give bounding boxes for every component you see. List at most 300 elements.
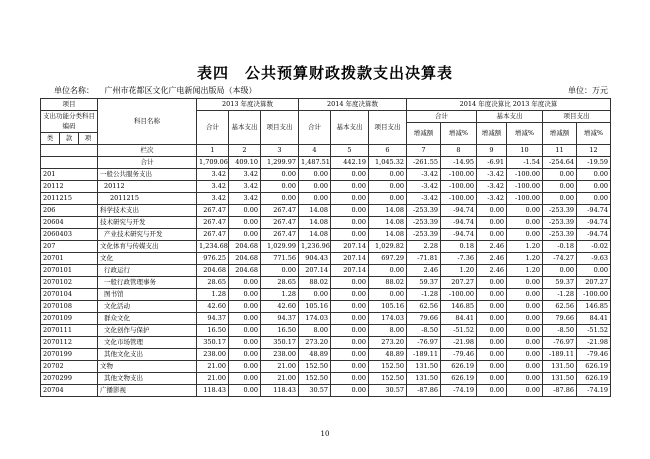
row-value: 8.00 bbox=[299, 324, 331, 336]
row-value: 697.29 bbox=[369, 252, 407, 264]
row-value: 350.17 bbox=[197, 336, 229, 348]
row-value: 0.00 bbox=[229, 348, 261, 360]
row-value: -253.39 bbox=[543, 216, 577, 228]
row-value: -1.28 bbox=[543, 288, 577, 300]
column-number: 2 bbox=[229, 144, 261, 156]
row-value: 0.18 bbox=[441, 240, 477, 252]
table-row bbox=[41, 300, 611, 312]
row-value: 0.00 bbox=[507, 204, 543, 216]
row-value: 21.00 bbox=[261, 372, 299, 384]
row-code: 2070111 bbox=[41, 324, 98, 336]
row-value: 409.10 bbox=[229, 156, 261, 168]
row-value: 207.14 bbox=[331, 252, 369, 264]
row-value: 0.00 bbox=[331, 384, 369, 396]
row-value: -87.86 bbox=[407, 384, 441, 396]
row-value: -51.52 bbox=[577, 324, 611, 336]
column-number-row bbox=[41, 144, 611, 156]
row-code: 2060403 bbox=[41, 228, 98, 240]
row-value: 30.57 bbox=[369, 384, 407, 396]
table-row bbox=[41, 240, 611, 252]
row-value: 42.60 bbox=[197, 300, 229, 312]
header-cmp-basic: 基本支出 bbox=[477, 111, 543, 123]
table-row bbox=[41, 156, 611, 168]
table-row bbox=[41, 288, 611, 300]
row-value: 118.43 bbox=[261, 384, 299, 396]
row-value: 1.20 bbox=[507, 264, 543, 276]
row-value: 1,234.68 bbox=[197, 240, 229, 252]
unit-info bbox=[54, 85, 265, 96]
row-value: 267.47 bbox=[261, 228, 299, 240]
row-subject-name: 文化体育与传媒支出 bbox=[98, 240, 197, 252]
header-cmp-total: 合计 bbox=[407, 111, 477, 123]
row-value: 0.00 bbox=[331, 288, 369, 300]
row-code: 2070102 bbox=[41, 276, 98, 288]
header-2014-basic: 基本支出 bbox=[331, 111, 369, 145]
header-xiang: 项 bbox=[79, 132, 98, 144]
row-value: -74.27 bbox=[543, 252, 577, 264]
row-code: 2070112 bbox=[41, 336, 98, 348]
row-value: -79.46 bbox=[577, 348, 611, 360]
row-code: 20704 bbox=[41, 384, 98, 396]
table-row bbox=[41, 312, 611, 324]
row-value: 204.68 bbox=[229, 240, 261, 252]
row-value: 14.08 bbox=[369, 228, 407, 240]
row-value: 152.50 bbox=[299, 360, 331, 372]
table-row bbox=[41, 180, 611, 192]
row-value: 0.00 bbox=[331, 192, 369, 204]
row-value: 0.00 bbox=[331, 228, 369, 240]
row-value: 0.00 bbox=[507, 216, 543, 228]
row-value: -87.86 bbox=[543, 384, 577, 396]
row-value: 62.56 bbox=[543, 300, 577, 312]
row-value: -189.11 bbox=[407, 348, 441, 360]
table-row bbox=[41, 384, 611, 396]
header-2013-basic: 基本支出 bbox=[229, 111, 261, 145]
row-subject-name: 2011215 bbox=[98, 192, 197, 204]
row-value: 0.00 bbox=[507, 324, 543, 336]
row-value: 976.25 bbox=[197, 252, 229, 264]
row-value: 152.50 bbox=[299, 372, 331, 384]
row-value: 2.28 bbox=[407, 240, 441, 252]
row-value: 174.03 bbox=[299, 312, 331, 324]
row-value: -9.63 bbox=[577, 252, 611, 264]
row-value: 0.00 bbox=[477, 384, 507, 396]
row-value: 30.57 bbox=[299, 384, 331, 396]
row-value: 0.00 bbox=[229, 324, 261, 336]
row-value: 204.68 bbox=[229, 252, 261, 264]
row-value: 88.02 bbox=[299, 276, 331, 288]
row-value: 0.00 bbox=[261, 264, 299, 276]
row-value: -1.54 bbox=[507, 156, 543, 168]
row-value: -94.74 bbox=[441, 228, 477, 240]
row-code: 20604 bbox=[41, 216, 98, 228]
row-value: 48.89 bbox=[299, 348, 331, 360]
table-row bbox=[41, 228, 611, 240]
row-value: 21.00 bbox=[197, 360, 229, 372]
row-value: 0.00 bbox=[507, 312, 543, 324]
row-subject-name: 文化 bbox=[98, 252, 197, 264]
row-value: 207.27 bbox=[441, 276, 477, 288]
row-value: 0.00 bbox=[507, 348, 543, 360]
table-row bbox=[41, 324, 611, 336]
row-value: 0.00 bbox=[477, 312, 507, 324]
row-value: -189.11 bbox=[543, 348, 577, 360]
table-row bbox=[41, 204, 611, 216]
row-subject-name: 产业技术研究与开发 bbox=[98, 228, 197, 240]
row-value: 442.19 bbox=[331, 156, 369, 168]
row-value: 204.68 bbox=[197, 264, 229, 276]
row-value: -94.74 bbox=[441, 204, 477, 216]
row-value: 0.00 bbox=[477, 276, 507, 288]
row-value: 0.00 bbox=[229, 336, 261, 348]
row-value: 0.00 bbox=[229, 276, 261, 288]
column-number: 1 bbox=[197, 144, 229, 156]
row-value: -19.59 bbox=[577, 156, 611, 168]
column-number-blank bbox=[41, 144, 98, 156]
table-row bbox=[41, 276, 611, 288]
row-value: 0.00 bbox=[261, 168, 299, 180]
row-value: 2.46 bbox=[477, 264, 507, 276]
header-2014-total: 合计 bbox=[299, 111, 331, 145]
row-value: -76.97 bbox=[407, 336, 441, 348]
row-value: 273.20 bbox=[369, 336, 407, 348]
row-value: -94.74 bbox=[577, 216, 611, 228]
row-value: 0.00 bbox=[261, 180, 299, 192]
row-value: 0.00 bbox=[331, 276, 369, 288]
row-value: -21.98 bbox=[577, 336, 611, 348]
row-code: 2011215 bbox=[41, 192, 98, 204]
row-value: 0.00 bbox=[331, 180, 369, 192]
row-subject-name: 其他文物支出 bbox=[98, 372, 197, 384]
row-value: -71.81 bbox=[407, 252, 441, 264]
row-value: 1,029.99 bbox=[261, 240, 299, 252]
row-value: 0.00 bbox=[477, 372, 507, 384]
row-value: -76.97 bbox=[543, 336, 577, 348]
row-value: -74.19 bbox=[577, 384, 611, 396]
row-value: -100.00 bbox=[441, 192, 477, 204]
row-value: 0.00 bbox=[331, 336, 369, 348]
row-value: 59.37 bbox=[407, 276, 441, 288]
row-value: 0.00 bbox=[229, 360, 261, 372]
row-value: 1,045.32 bbox=[369, 156, 407, 168]
row-value: -6.91 bbox=[477, 156, 507, 168]
row-value: 1,299.97 bbox=[261, 156, 299, 168]
row-subject-name: 20112 bbox=[98, 180, 197, 192]
row-value: 1,236.96 bbox=[299, 240, 331, 252]
row-value: 0.00 bbox=[299, 288, 331, 300]
row-code: 207 bbox=[41, 240, 98, 252]
row-value: -100.00 bbox=[507, 192, 543, 204]
row-value: -100.00 bbox=[577, 288, 611, 300]
header-function-code: 支出功能分类科目编码 bbox=[41, 111, 98, 133]
row-value: 0.00 bbox=[507, 372, 543, 384]
row-value: 146.85 bbox=[577, 300, 611, 312]
row-value: 204.68 bbox=[229, 264, 261, 276]
row-value: 626.19 bbox=[441, 360, 477, 372]
row-value: -253.39 bbox=[543, 204, 577, 216]
row-value: -100.00 bbox=[507, 180, 543, 192]
row-value: 0.00 bbox=[507, 288, 543, 300]
row-value: 267.47 bbox=[261, 216, 299, 228]
row-value: 207.27 bbox=[577, 276, 611, 288]
row-value: -100.00 bbox=[441, 180, 477, 192]
row-value: 207.14 bbox=[299, 264, 331, 276]
row-value: 131.50 bbox=[407, 360, 441, 372]
header-pct-1: 增减% bbox=[441, 123, 477, 145]
row-value: 350.17 bbox=[261, 336, 299, 348]
row-value: -74.19 bbox=[441, 384, 477, 396]
row-value: -94.74 bbox=[577, 204, 611, 216]
row-value: 238.00 bbox=[261, 348, 299, 360]
row-value: 14.08 bbox=[299, 204, 331, 216]
row-value: -253.39 bbox=[407, 216, 441, 228]
row-code: 20701 bbox=[41, 252, 98, 264]
row-value: 0.00 bbox=[477, 204, 507, 216]
row-value: 0.00 bbox=[331, 372, 369, 384]
header-comparison: 2014 年度决算比 2013 年度决算 bbox=[407, 99, 611, 111]
row-value: 84.41 bbox=[577, 312, 611, 324]
row-value: 0.00 bbox=[543, 180, 577, 192]
row-value: 0.00 bbox=[229, 288, 261, 300]
row-subject-name: 群众文化 bbox=[98, 312, 197, 324]
row-value: 131.50 bbox=[543, 360, 577, 372]
row-value: 0.00 bbox=[229, 300, 261, 312]
row-value: -3.42 bbox=[407, 168, 441, 180]
header-2014-project: 项目支出 bbox=[369, 111, 407, 145]
row-subject-name: 文化市场管理 bbox=[98, 336, 197, 348]
unit-name: 广州市花都区文化广电新闻出版局（本级） bbox=[104, 86, 257, 95]
header-lei: 类 bbox=[41, 132, 60, 144]
row-code: 2070108 bbox=[41, 300, 98, 312]
row-code: 2070101 bbox=[41, 264, 98, 276]
row-value: 0.00 bbox=[507, 336, 543, 348]
table-row bbox=[41, 192, 611, 204]
row-value: 2.46 bbox=[477, 252, 507, 264]
row-subject-name: 文化活动 bbox=[98, 300, 197, 312]
row-value: 0.00 bbox=[507, 360, 543, 372]
row-value: 2.46 bbox=[407, 264, 441, 276]
row-value: -261.55 bbox=[407, 156, 441, 168]
row-code bbox=[41, 156, 98, 168]
row-value: 21.00 bbox=[197, 372, 229, 384]
row-value: -14.95 bbox=[441, 156, 477, 168]
row-value: 1.20 bbox=[507, 240, 543, 252]
row-value: -7.36 bbox=[441, 252, 477, 264]
row-value: 1.28 bbox=[261, 288, 299, 300]
header-subject-name: 科目名称 bbox=[98, 99, 197, 145]
row-value: 0.00 bbox=[477, 300, 507, 312]
row-value: 0.00 bbox=[369, 192, 407, 204]
row-value: -21.98 bbox=[441, 336, 477, 348]
row-value: 1.28 bbox=[197, 288, 229, 300]
row-value: 3.42 bbox=[229, 180, 261, 192]
row-value: 42.60 bbox=[261, 300, 299, 312]
row-value: -100.00 bbox=[441, 288, 477, 300]
row-value: -3.42 bbox=[477, 192, 507, 204]
expenditure-table bbox=[40, 98, 611, 397]
row-value: 0.00 bbox=[507, 300, 543, 312]
row-value: 207.14 bbox=[331, 240, 369, 252]
page-number: 10 bbox=[320, 430, 330, 438]
row-code: 2070299 bbox=[41, 372, 98, 384]
row-value: 3.42 bbox=[197, 180, 229, 192]
row-value: 0.00 bbox=[331, 312, 369, 324]
table-row bbox=[41, 372, 611, 384]
row-value: 267.47 bbox=[197, 216, 229, 228]
column-number: 10 bbox=[507, 144, 543, 156]
row-value: 0.00 bbox=[229, 216, 261, 228]
row-value: 16.50 bbox=[197, 324, 229, 336]
row-value: -3.42 bbox=[477, 168, 507, 180]
header-2013-total: 合计 bbox=[197, 111, 229, 145]
header-2014: 2014 年度决算数 bbox=[299, 99, 407, 111]
table-row bbox=[41, 360, 611, 372]
row-value: 0.00 bbox=[477, 348, 507, 360]
column-number: 4 bbox=[299, 144, 331, 156]
row-value: 152.50 bbox=[369, 360, 407, 372]
row-value: 0.00 bbox=[229, 312, 261, 324]
row-value: 14.08 bbox=[299, 216, 331, 228]
table-row bbox=[41, 348, 611, 360]
row-value: 0.00 bbox=[543, 168, 577, 180]
header-item: 项目 bbox=[41, 99, 98, 111]
row-value: 0.00 bbox=[331, 360, 369, 372]
row-value: -253.39 bbox=[543, 228, 577, 240]
row-subject-name: 一般公共服务支出 bbox=[98, 168, 197, 180]
row-value: 0.00 bbox=[543, 264, 577, 276]
row-value: -0.02 bbox=[577, 240, 611, 252]
column-number: 7 bbox=[407, 144, 441, 156]
row-value: 267.47 bbox=[261, 204, 299, 216]
table-row bbox=[41, 336, 611, 348]
row-value: 0.00 bbox=[577, 192, 611, 204]
row-value: 273.20 bbox=[299, 336, 331, 348]
row-value: 626.19 bbox=[577, 372, 611, 384]
row-value: 238.00 bbox=[197, 348, 229, 360]
table-row bbox=[41, 216, 611, 228]
row-value: 152.50 bbox=[369, 372, 407, 384]
row-value: -100.00 bbox=[441, 168, 477, 180]
row-value: -3.42 bbox=[477, 180, 507, 192]
row-subject-name: 技术研究与开发 bbox=[98, 216, 197, 228]
row-code: 2070104 bbox=[41, 288, 98, 300]
header-pct-2: 增减% bbox=[507, 123, 543, 145]
row-code: 201 bbox=[41, 168, 98, 180]
row-value: 0.00 bbox=[477, 360, 507, 372]
row-value: 88.02 bbox=[369, 276, 407, 288]
row-value: 1.20 bbox=[441, 264, 477, 276]
row-value: 1.20 bbox=[507, 252, 543, 264]
row-value: 21.00 bbox=[261, 360, 299, 372]
row-value: -3.42 bbox=[407, 180, 441, 192]
row-value: -254.64 bbox=[543, 156, 577, 168]
table-row bbox=[41, 168, 611, 180]
row-value: 79.66 bbox=[407, 312, 441, 324]
row-value: -8.50 bbox=[543, 324, 577, 336]
column-number-label: 栏次 bbox=[98, 144, 197, 156]
row-value: 8.00 bbox=[369, 324, 407, 336]
row-value: 0.00 bbox=[477, 216, 507, 228]
row-value: 267.47 bbox=[197, 228, 229, 240]
row-subject-name: 文物 bbox=[98, 360, 197, 372]
row-value: 0.00 bbox=[507, 384, 543, 396]
row-value: 105.16 bbox=[369, 300, 407, 312]
row-value: 267.47 bbox=[197, 204, 229, 216]
row-value: 105.16 bbox=[299, 300, 331, 312]
row-value: 146.85 bbox=[441, 300, 477, 312]
row-value: -94.74 bbox=[577, 228, 611, 240]
row-subject-name: 图书馆 bbox=[98, 288, 197, 300]
row-value: 0.00 bbox=[369, 180, 407, 192]
row-value: 16.50 bbox=[261, 324, 299, 336]
row-value: 904.43 bbox=[299, 252, 331, 264]
row-value: 0.00 bbox=[369, 288, 407, 300]
header-pct-3: 增减% bbox=[577, 123, 611, 145]
row-subject-name: 其他文化支出 bbox=[98, 348, 197, 360]
row-value: 0.00 bbox=[331, 204, 369, 216]
row-value: 14.08 bbox=[369, 204, 407, 216]
table-row bbox=[41, 252, 611, 264]
row-code: 20112 bbox=[41, 180, 98, 192]
row-value: 84.41 bbox=[441, 312, 477, 324]
row-value: -1.28 bbox=[407, 288, 441, 300]
row-value: 771.56 bbox=[261, 252, 299, 264]
row-value: 48.89 bbox=[369, 348, 407, 360]
row-value: 79.66 bbox=[543, 312, 577, 324]
row-value: 0.00 bbox=[299, 192, 331, 204]
row-value: -8.50 bbox=[407, 324, 441, 336]
row-value: 0.00 bbox=[577, 168, 611, 180]
row-value: 0.00 bbox=[477, 228, 507, 240]
table-row bbox=[41, 264, 611, 276]
row-value: 0.00 bbox=[229, 384, 261, 396]
row-value: -79.46 bbox=[441, 348, 477, 360]
row-value: 3.42 bbox=[229, 168, 261, 180]
row-value: 28.65 bbox=[261, 276, 299, 288]
row-value: 0.00 bbox=[331, 216, 369, 228]
row-value: 0.00 bbox=[507, 228, 543, 240]
row-value: 0.00 bbox=[577, 264, 611, 276]
row-value: 131.50 bbox=[407, 372, 441, 384]
header-cmp-project: 项目支出 bbox=[543, 111, 611, 123]
column-number: 8 bbox=[441, 144, 477, 156]
column-number: 5 bbox=[331, 144, 369, 156]
row-value: 0.00 bbox=[331, 324, 369, 336]
row-code: 20702 bbox=[41, 360, 98, 372]
row-subject-name: 科学技术支出 bbox=[98, 204, 197, 216]
row-value: 0.00 bbox=[331, 348, 369, 360]
row-value: 0.00 bbox=[477, 288, 507, 300]
row-value: -100.00 bbox=[507, 168, 543, 180]
row-code: 2070199 bbox=[41, 348, 98, 360]
page-title: 表四 公共预算财政拨款支出决算表 bbox=[196, 64, 453, 82]
row-value: 3.42 bbox=[197, 168, 229, 180]
row-value: 59.37 bbox=[543, 276, 577, 288]
row-value: 0.00 bbox=[299, 168, 331, 180]
row-value: 0.00 bbox=[229, 204, 261, 216]
header-inc-3: 增减额 bbox=[543, 123, 577, 145]
row-value: 3.42 bbox=[197, 192, 229, 204]
row-value: 14.08 bbox=[369, 216, 407, 228]
column-number: 6 bbox=[369, 144, 407, 156]
row-value: 0.00 bbox=[577, 180, 611, 192]
row-value: 0.00 bbox=[331, 300, 369, 312]
row-value: 14.08 bbox=[299, 228, 331, 240]
unit-label: 单位名称： bbox=[54, 86, 94, 95]
row-subject-name: 行政运行 bbox=[98, 264, 197, 276]
header-2013-project: 项目支出 bbox=[261, 111, 299, 145]
row-subject-name: 文化创作与保护 bbox=[98, 324, 197, 336]
